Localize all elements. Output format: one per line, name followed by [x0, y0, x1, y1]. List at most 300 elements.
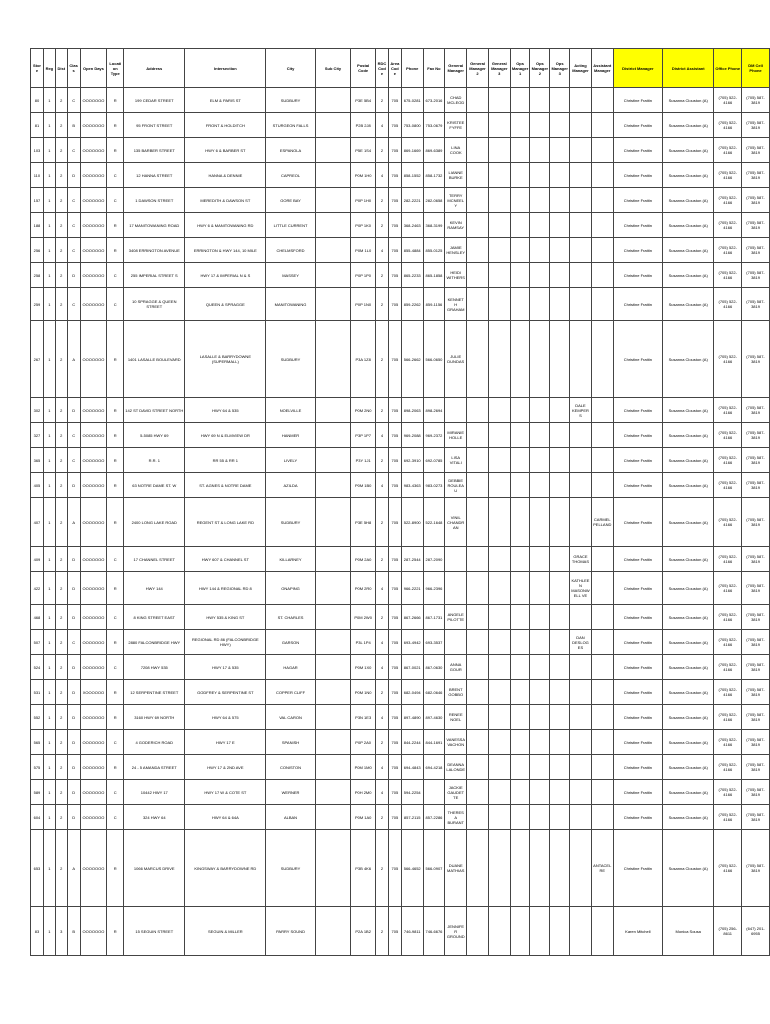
- table-cell: OOOOOOO: [80, 498, 107, 547]
- table-cell: 83: [31, 907, 44, 956]
- table-cell: (705) 522-4166: [714, 88, 742, 113]
- table-cell: GORE BAY: [266, 188, 315, 213]
- table-cell: KEVIN RAMSAY: [445, 213, 467, 238]
- table-cell: SUDBURY: [266, 88, 315, 113]
- table-cell: 673-2016: [423, 88, 445, 113]
- table-cell: 1: [43, 655, 55, 680]
- table-cell: [570, 138, 592, 163]
- table-cell: Susanna Clouston (A): [663, 755, 714, 780]
- table-cell: [315, 288, 351, 321]
- table-cell: Susanna Clouston (A): [663, 188, 714, 213]
- table-cell: [530, 188, 550, 213]
- table-cell: MEREDITH & DAWSON ST: [185, 188, 266, 213]
- table-cell: LITTLE CURRENT: [266, 213, 315, 238]
- table-row: [31, 630, 770, 655]
- table-cell: CHAD MCLEOD: [445, 88, 467, 113]
- table-cell: B: [67, 113, 80, 138]
- table-cell: [467, 113, 489, 138]
- table-cell: 746-9811: [401, 907, 423, 956]
- table-cell: 10 SPRAGGE & QUEEN STREET: [124, 288, 185, 321]
- table-cell: 2: [55, 605, 67, 630]
- table-cell: (705) 522-4166: [714, 448, 742, 473]
- table-cell: D: [67, 473, 80, 498]
- table-cell: R: [107, 398, 124, 423]
- table-cell: 566-0907: [423, 830, 445, 907]
- table-cell: 2: [55, 321, 67, 398]
- table-cell: 24 - 5 AMANDA STREET: [124, 755, 185, 780]
- table-cell: 2: [376, 138, 389, 163]
- table-cell: [550, 321, 570, 398]
- table-cell: 258: [31, 263, 44, 288]
- table-cell: D: [67, 730, 80, 755]
- table-cell: 855-4884: [401, 238, 423, 263]
- table-cell: [570, 830, 592, 907]
- table-cell: Christine Frattin: [613, 88, 662, 113]
- table-cell: DEBBIE ROULEAU: [445, 473, 467, 498]
- table-cell: [550, 448, 570, 473]
- table-cell: 2: [376, 398, 389, 423]
- table-cell: [315, 907, 351, 956]
- table-cell: [315, 163, 351, 188]
- column-header: District Assistant: [663, 49, 714, 88]
- table-cell: 407: [31, 498, 44, 547]
- table-cell: [570, 321, 592, 398]
- table-cell: 7208 HWY 535: [124, 655, 185, 680]
- table-cell: [591, 423, 613, 448]
- table-cell: [530, 448, 550, 473]
- table-cell: XOOOOOO: [80, 680, 107, 705]
- table-cell: 267: [31, 321, 44, 398]
- table-cell: [315, 321, 351, 398]
- table-cell: 858-1732: [423, 163, 445, 188]
- table-cell: HANNA & DENNIE: [185, 163, 266, 188]
- table-cell: 844-1691: [423, 730, 445, 755]
- column-header: RDC Code: [376, 49, 389, 88]
- table-cell: [591, 88, 613, 113]
- table-cell: WERNER: [266, 780, 315, 805]
- table-cell: [591, 138, 613, 163]
- table-cell: [488, 188, 510, 213]
- table-cell: 705: [388, 138, 401, 163]
- table-cell: P3E 5H8: [351, 498, 376, 547]
- table-cell: Christine Frattin: [613, 423, 662, 448]
- table-cell: 2: [55, 213, 67, 238]
- table-cell: 705: [388, 572, 401, 605]
- table-cell: HWY 144: [124, 572, 185, 605]
- table-cell: 2: [55, 780, 67, 805]
- table-cell: [315, 630, 351, 655]
- table-cell: KENNETH GRAHAM: [445, 288, 467, 321]
- table-cell: [488, 88, 510, 113]
- table-cell: [467, 680, 489, 705]
- table-cell: 1: [43, 498, 55, 547]
- table-cell: 705: [388, 88, 401, 113]
- table-cell: [550, 163, 570, 188]
- table-cell: Susanna Clouston (A): [663, 830, 714, 907]
- table-cell: [550, 288, 570, 321]
- table-cell: 142 ST DAVID STREET NORTH: [124, 398, 185, 423]
- table-cell: 2: [55, 288, 67, 321]
- table-cell: Susanna Clouston (A): [663, 163, 714, 188]
- table-cell: 2: [376, 805, 389, 830]
- table-cell: Christine Frattin: [613, 498, 662, 547]
- table-cell: ALBAN: [266, 805, 315, 830]
- table-cell: OOOOOOO: [80, 572, 107, 605]
- table-cell: 566-0650: [423, 321, 445, 398]
- table-cell: (705) 587-3819: [742, 547, 770, 572]
- table-cell: (705) 587-3819: [742, 473, 770, 498]
- table-cell: [315, 655, 351, 680]
- table-cell: [488, 288, 510, 321]
- table-cell: [467, 398, 489, 423]
- table-cell: [530, 498, 550, 547]
- table-cell: D: [67, 705, 80, 730]
- table-cell: C: [67, 188, 80, 213]
- column-header: Location Type: [107, 49, 124, 88]
- table-cell: 682-0494: [401, 680, 423, 705]
- table-cell: [570, 448, 592, 473]
- table-cell: 1: [43, 830, 55, 907]
- table-row: [31, 321, 770, 398]
- table-cell: 4: [376, 113, 389, 138]
- table-cell: [570, 605, 592, 630]
- table-cell: [510, 398, 530, 423]
- table-cell: D: [67, 605, 80, 630]
- table-cell: 8 KING STREET EAST: [124, 605, 185, 630]
- table-row: [31, 780, 770, 805]
- table-cell: P2B 2J8: [351, 113, 376, 138]
- table-cell: [488, 263, 510, 288]
- table-cell: 524: [31, 655, 44, 680]
- table-cell: D: [67, 263, 80, 288]
- table-cell: [510, 572, 530, 605]
- table-cell: 692-3910: [401, 448, 423, 473]
- table-cell: 1: [43, 188, 55, 213]
- table-cell: LINA COOK: [445, 138, 467, 163]
- table-cell: P5E 1S4: [351, 138, 376, 163]
- table-cell: (705) 522-4166: [714, 730, 742, 755]
- table-cell: [488, 113, 510, 138]
- table-cell: 867-2666: [401, 605, 423, 630]
- table-cell: (705) 522-4166: [714, 655, 742, 680]
- table-cell: [591, 188, 613, 213]
- table-cell: [315, 680, 351, 705]
- table-cell: (705) 587-3819: [742, 113, 770, 138]
- table-cell: HWY 6 & BARBER ST: [185, 138, 266, 163]
- table-cell: [315, 730, 351, 755]
- table-cell: [510, 213, 530, 238]
- table-cell: 1 DAWSON STREET: [124, 188, 185, 213]
- table-cell: Susanna Clouston (A): [663, 805, 714, 830]
- table-cell: [550, 498, 570, 547]
- column-header: Intersection: [185, 49, 266, 88]
- table-cell: [467, 188, 489, 213]
- table-cell: 1: [43, 163, 55, 188]
- table-cell: 705: [388, 473, 401, 498]
- table-cell: [591, 321, 613, 398]
- table-cell: CHELMSFORD: [266, 238, 315, 263]
- table-cell: LASALLE & BARRYDOWNE (SUPERMALL): [185, 321, 266, 398]
- table-cell: ESPANOLA: [266, 138, 315, 163]
- table-cell: P0M 2N0: [351, 398, 376, 423]
- table-cell: [530, 321, 550, 398]
- table-cell: [488, 572, 510, 605]
- table-cell: P0M 2W0: [351, 605, 376, 630]
- table-cell: 966-2396: [423, 572, 445, 605]
- table-cell: 2: [55, 188, 67, 213]
- table-cell: [550, 730, 570, 755]
- table-cell: 705: [388, 830, 401, 907]
- table-cell: HWY 17 & 2ND AVE: [185, 755, 266, 780]
- column-header: Open Days: [80, 49, 107, 88]
- table-cell: HWY 6 & MANITOWANING RD: [185, 213, 266, 238]
- table-cell: [510, 288, 530, 321]
- table-cell: [488, 138, 510, 163]
- table-cell: 188: [31, 213, 44, 238]
- table-cell: ANTACEL RE: [591, 830, 613, 907]
- table-cell: 1: [43, 755, 55, 780]
- table-cell: OOOOOOO: [80, 805, 107, 830]
- table-cell: 858-1552: [401, 163, 423, 188]
- table-cell: 859-1156: [423, 288, 445, 321]
- table-cell: 1: [43, 547, 55, 572]
- table-cell: (705) 522-4166: [714, 780, 742, 805]
- table-cell: 753-0800: [401, 113, 423, 138]
- table-cell: P0M 1N0: [351, 680, 376, 705]
- table-cell: 705: [388, 655, 401, 680]
- table-cell: 63 NOTRE DAME ST. W: [124, 473, 185, 498]
- table-cell: [550, 547, 570, 572]
- table-row: [31, 730, 770, 755]
- table-cell: R: [107, 213, 124, 238]
- table-cell: 2: [55, 398, 67, 423]
- table-cell: SUDBURY: [266, 830, 315, 907]
- table-cell: 897-4630: [423, 705, 445, 730]
- column-header: Acting Manager: [570, 49, 592, 88]
- table-cell: Christine Frattin: [613, 163, 662, 188]
- table-cell: JAMIE HENSLEY: [445, 238, 467, 263]
- table-cell: [467, 572, 489, 605]
- table-cell: D: [67, 805, 80, 830]
- table-cell: Susanna Clouston (A): [663, 263, 714, 288]
- table-cell: [510, 907, 530, 956]
- table-cell: ANGELE PILOTTE: [445, 605, 467, 630]
- table-cell: HANMER: [266, 423, 315, 448]
- table-cell: 4: [376, 473, 389, 498]
- table-cell: [445, 572, 467, 605]
- table-row: [31, 907, 770, 956]
- table-cell: 2: [376, 730, 389, 755]
- table-cell: 507: [31, 630, 44, 655]
- table-cell: OOOOOOO: [80, 88, 107, 113]
- table-cell: 589: [31, 780, 44, 805]
- table-cell: 2: [55, 238, 67, 263]
- table-cell: P0M 1B0: [351, 473, 376, 498]
- table-cell: OOOOOOO: [80, 630, 107, 655]
- table-cell: [467, 238, 489, 263]
- table-cell: [510, 498, 530, 547]
- table-cell: [550, 780, 570, 805]
- table-cell: [510, 830, 530, 907]
- table-cell: [530, 605, 550, 630]
- column-header: District Manager: [613, 49, 662, 88]
- table-cell: (647) 201-6955: [742, 907, 770, 956]
- table-cell: 2: [55, 830, 67, 907]
- table-cell: [570, 213, 592, 238]
- table-cell: 12 HANNA STREET: [124, 163, 185, 188]
- table-cell: 2: [55, 138, 67, 163]
- table-cell: Susanna Clouston (A): [663, 680, 714, 705]
- table-cell: [591, 755, 613, 780]
- table-cell: [550, 188, 570, 213]
- table-cell: 705: [388, 448, 401, 473]
- table-row: [31, 138, 770, 163]
- table-cell: 468: [31, 605, 44, 630]
- table-cell: 2: [376, 448, 389, 473]
- table-cell: 1: [43, 473, 55, 498]
- table-cell: [467, 321, 489, 398]
- table-cell: [445, 630, 467, 655]
- table-cell: [570, 655, 592, 680]
- table-cell: 256: [31, 238, 44, 263]
- table-cell: [550, 605, 570, 630]
- table-cell: RENEE NOEL: [445, 705, 467, 730]
- table-cell: HWY 17 W & COTE ST: [185, 780, 266, 805]
- table-cell: 1: [43, 321, 55, 398]
- column-header: Store: [31, 49, 44, 88]
- table-cell: Christine Frattin: [613, 730, 662, 755]
- table-cell: Christine Frattin: [613, 630, 662, 655]
- table-cell: Karen Mitchell: [613, 907, 662, 956]
- table-cell: 753-0679: [423, 113, 445, 138]
- table-cell: VINIL CHANDRAN: [445, 498, 467, 547]
- table-cell: OOOOOOO: [80, 655, 107, 680]
- table-cell: PARRY SOUND: [266, 907, 315, 956]
- table-cell: [530, 572, 550, 605]
- table-cell: 3: [55, 907, 67, 956]
- table-cell: (705) 522-4166: [714, 547, 742, 572]
- table-row: [31, 88, 770, 113]
- spreadsheet: [30, 48, 770, 956]
- table-cell: (705) 522-4166: [714, 680, 742, 705]
- table-row: [31, 398, 770, 423]
- table-cell: [591, 163, 613, 188]
- table-cell: (705) 587-3819: [742, 263, 770, 288]
- table-cell: [315, 188, 351, 213]
- table-cell: [591, 572, 613, 605]
- table-cell: OOOOOOO: [80, 547, 107, 572]
- table-cell: 653: [31, 830, 44, 907]
- table-cell: (705) 522-4166: [714, 398, 742, 423]
- table-cell: 566-2662: [401, 321, 423, 398]
- table-cell: 705: [388, 498, 401, 547]
- table-cell: [530, 907, 550, 956]
- table-cell: CONISTON: [266, 755, 315, 780]
- table-cell: OOOOOOO: [80, 188, 107, 213]
- table-cell: [315, 705, 351, 730]
- table-cell: 1: [43, 805, 55, 830]
- table-cell: [488, 321, 510, 398]
- table-cell: R: [107, 88, 124, 113]
- table-cell: OOOOOOO: [80, 113, 107, 138]
- table-row: [31, 213, 770, 238]
- table-cell: Christine Frattin: [613, 288, 662, 321]
- table-cell: 80: [31, 88, 44, 113]
- table-cell: Christine Frattin: [613, 213, 662, 238]
- table-cell: 4: [376, 163, 389, 188]
- table-cell: [550, 473, 570, 498]
- table-cell: OOOOOOO: [80, 473, 107, 498]
- table-cell: 594-2254: [401, 780, 423, 805]
- table-cell: Susanna Clouston (A): [663, 547, 714, 572]
- table-row: [31, 163, 770, 188]
- table-cell: (705) 522-4166: [714, 473, 742, 498]
- table-cell: Christine Frattin: [613, 780, 662, 805]
- table-cell: R: [107, 830, 124, 907]
- table-cell: 693-3537: [423, 630, 445, 655]
- table-cell: 17 MANITOWANING ROAD: [124, 213, 185, 238]
- table-cell: Christine Frattin: [613, 830, 662, 907]
- table-cell: VANESSA VACHON: [445, 730, 467, 755]
- table-cell: 705: [388, 263, 401, 288]
- table-cell: [488, 780, 510, 805]
- table-cell: 1: [43, 907, 55, 956]
- column-header: Area Code: [388, 49, 401, 88]
- table-cell: [467, 830, 489, 907]
- table-cell: OOOOOOO: [80, 907, 107, 956]
- table-cell: [315, 755, 351, 780]
- table-cell: 2: [55, 680, 67, 705]
- table-cell: Christine Frattin: [613, 448, 662, 473]
- table-cell: R: [107, 907, 124, 956]
- table-cell: [488, 547, 510, 572]
- table-cell: [530, 88, 550, 113]
- table-cell: [530, 238, 550, 263]
- table-cell: [530, 630, 550, 655]
- table-cell: 1: [43, 88, 55, 113]
- table-cell: [467, 473, 489, 498]
- table-cell: D: [67, 780, 80, 805]
- table-row: [31, 755, 770, 780]
- table-cell: 5-5085 HWY 69: [124, 423, 185, 448]
- table-cell: Christine Frattin: [613, 398, 662, 423]
- table-cell: C: [67, 238, 80, 263]
- table-cell: (705) 587-3819: [742, 188, 770, 213]
- table-cell: (705) 522-4166: [714, 213, 742, 238]
- table-cell: [510, 730, 530, 755]
- table-cell: [550, 805, 570, 830]
- table-cell: [445, 398, 467, 423]
- table-cell: 552: [31, 705, 44, 730]
- table-cell: (705) 522-4166: [714, 572, 742, 605]
- table-cell: GARSON: [266, 630, 315, 655]
- table-cell: [510, 188, 530, 213]
- table-cell: [550, 655, 570, 680]
- table-cell: 869-6389: [423, 138, 445, 163]
- table-cell: (705) 587-3819: [742, 213, 770, 238]
- table-cell: C: [107, 288, 124, 321]
- table-cell: [591, 730, 613, 755]
- table-cell: [591, 705, 613, 730]
- table-cell: (705) 587-3819: [742, 705, 770, 730]
- table-cell: Christine Frattin: [613, 605, 662, 630]
- table-cell: [315, 830, 351, 907]
- table-cell: (705) 587-3819: [742, 780, 770, 805]
- table-cell: 103: [31, 138, 44, 163]
- table-cell: 4: [376, 630, 389, 655]
- column-header: Postal Code: [351, 49, 376, 88]
- table-cell: [510, 163, 530, 188]
